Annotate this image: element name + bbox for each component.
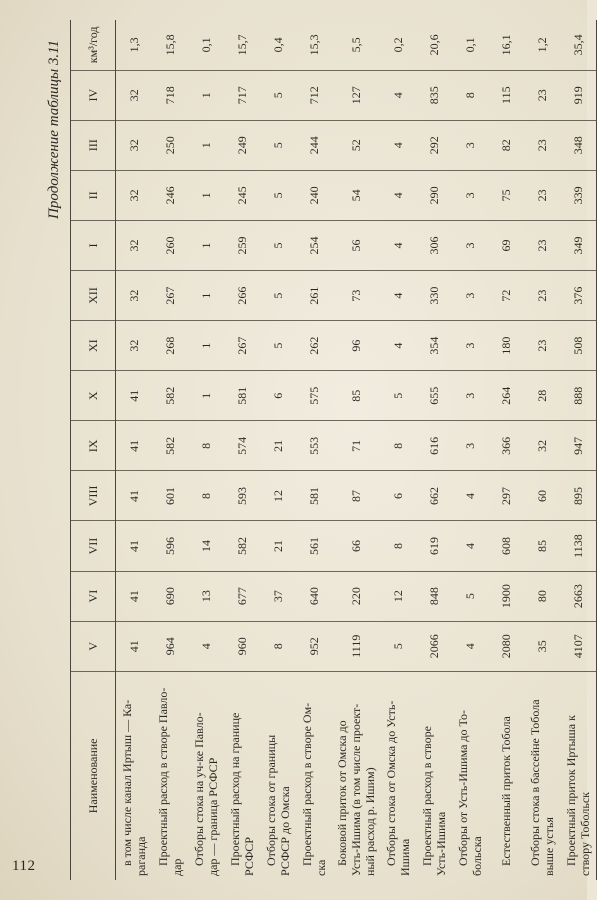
value-cell: 249	[224, 120, 260, 170]
table-row	[152, 20, 188, 880]
value-cell: 640	[296, 571, 332, 621]
row-name-cell	[332, 671, 380, 880]
table-row	[524, 20, 560, 880]
row-name-line: Отборы стока от границы	[264, 734, 278, 866]
value-cell: 260	[152, 220, 188, 270]
value-cell: 12	[260, 471, 296, 521]
table-row	[188, 20, 224, 880]
table-row	[452, 20, 488, 880]
value-cell: 1138	[560, 521, 597, 571]
value-cell: 690	[152, 571, 188, 621]
value-cell: 4	[380, 70, 416, 120]
value-cell: 13	[188, 571, 224, 621]
table-body	[116, 20, 597, 880]
value-cell: 508	[560, 321, 597, 371]
value-cell: 1	[188, 220, 224, 270]
column-header: км³/год	[71, 20, 116, 70]
row-name-line: Естественный приток Тобола	[499, 716, 513, 866]
value-cell: 267	[224, 321, 260, 371]
value-cell: 354	[416, 321, 452, 371]
value-cell: 330	[416, 271, 452, 321]
value-cell: 5	[452, 571, 488, 621]
value-cell: 888	[560, 371, 597, 421]
row-name-line: Проектный расход в створе Ом-	[300, 702, 314, 866]
value-cell: 1119	[332, 621, 380, 671]
value-cell: 1	[188, 170, 224, 220]
value-cell: 15,7	[224, 20, 260, 70]
value-cell: 608	[488, 521, 524, 571]
value-cell: 960	[224, 621, 260, 671]
value-cell: 2080	[488, 621, 524, 671]
value-cell: 264	[488, 371, 524, 421]
value-cell: 619	[416, 521, 452, 571]
value-cell: 3	[452, 220, 488, 270]
row-name-line: больска	[470, 836, 484, 876]
value-cell: 5	[260, 321, 296, 371]
value-cell: 0,1	[188, 20, 224, 70]
value-cell: 3	[452, 170, 488, 220]
value-cell: 23	[524, 170, 560, 220]
row-name-line: в том числе канал Иртыш — Ка-	[120, 699, 134, 866]
value-cell: 0,2	[380, 20, 416, 70]
value-cell: 20,6	[416, 20, 452, 70]
row-name-line: дар	[170, 858, 184, 876]
column-header-name: Наименование	[71, 671, 116, 880]
value-cell: 75	[488, 170, 524, 220]
value-cell: 662	[416, 471, 452, 521]
column-header: VIII	[71, 471, 116, 521]
value-cell: 835	[416, 70, 452, 120]
table-row	[416, 20, 452, 880]
value-cell: 15,8	[152, 20, 188, 70]
row-name-line: Проектный расход в створе	[420, 726, 434, 866]
value-cell: 8	[380, 521, 416, 571]
value-cell: 56	[332, 220, 380, 270]
value-cell: 244	[296, 120, 332, 170]
value-cell: 4	[452, 471, 488, 521]
value-cell: 582	[224, 521, 260, 571]
value-cell: 245	[224, 170, 260, 220]
value-cell: 348	[560, 120, 597, 170]
value-cell: 8	[188, 471, 224, 521]
value-cell: 240	[296, 170, 332, 220]
value-cell: 2066	[416, 621, 452, 671]
value-cell: 54	[332, 170, 380, 220]
value-cell: 306	[416, 220, 452, 270]
column-header: XI	[71, 321, 116, 371]
row-name-line: Усть-Ишима	[434, 811, 448, 876]
value-cell: 895	[560, 471, 597, 521]
value-cell: 0,1	[452, 20, 488, 70]
value-cell: 1900	[488, 571, 524, 621]
value-cell: 5	[260, 70, 296, 120]
value-cell: 292	[416, 120, 452, 170]
value-cell: 3	[452, 321, 488, 371]
value-cell: 964	[152, 621, 188, 671]
table-row	[116, 20, 153, 880]
value-cell: 677	[224, 571, 260, 621]
value-cell: 6	[380, 471, 416, 521]
value-cell: 0,4	[260, 20, 296, 70]
value-cell: 8	[380, 421, 416, 471]
value-cell: 3	[452, 271, 488, 321]
value-cell: 718	[152, 70, 188, 120]
column-header: II	[71, 170, 116, 220]
row-name-cell	[560, 671, 597, 880]
value-cell: 23	[524, 321, 560, 371]
value-cell: 261	[296, 271, 332, 321]
row-name-cell	[224, 671, 260, 880]
value-cell: 601	[152, 471, 188, 521]
value-cell: 8	[260, 621, 296, 671]
value-cell: 349	[560, 220, 597, 270]
table-row	[224, 20, 260, 880]
value-cell: 582	[152, 421, 188, 471]
column-header: III	[71, 120, 116, 170]
value-cell: 268	[152, 321, 188, 371]
value-cell: 15,3	[296, 20, 332, 70]
table-row	[332, 20, 380, 880]
value-cell: 220	[332, 571, 380, 621]
row-name-line: ный расход р. Ишим)	[363, 767, 377, 876]
value-cell: 339	[560, 170, 597, 220]
row-name-line: Проектный приток Иртыша к	[564, 715, 578, 866]
value-cell: 28	[524, 371, 560, 421]
value-cell: 32	[116, 271, 153, 321]
value-cell: 4	[380, 120, 416, 170]
value-cell: 41	[116, 621, 153, 671]
value-cell: 3	[452, 421, 488, 471]
table-row	[296, 20, 332, 880]
value-cell: 290	[416, 170, 452, 220]
value-cell: 35,4	[560, 20, 597, 70]
value-cell: 582	[152, 371, 188, 421]
value-cell: 259	[224, 220, 260, 270]
row-name-line: раганда	[134, 836, 148, 876]
row-name-line: РСФСР до Омска	[278, 786, 292, 876]
value-cell: 919	[560, 70, 597, 120]
row-name-cell	[296, 671, 332, 880]
value-cell: 1,2	[524, 20, 560, 70]
value-cell: 717	[224, 70, 260, 120]
row-name-line: Проектный расход в створе Павло-	[156, 687, 170, 866]
flow-table	[70, 20, 597, 880]
value-cell: 21	[260, 521, 296, 571]
value-cell: 4	[380, 271, 416, 321]
row-name-line: створу Тобольск	[578, 792, 592, 876]
value-cell: 1	[188, 371, 224, 421]
value-cell: 82	[488, 120, 524, 170]
value-cell: 32	[116, 220, 153, 270]
value-cell: 37	[260, 571, 296, 621]
value-cell: 87	[332, 471, 380, 521]
value-cell: 69	[488, 220, 524, 270]
value-cell: 71	[332, 421, 380, 471]
value-cell: 1	[188, 70, 224, 120]
value-cell: 5	[260, 271, 296, 321]
value-cell: 73	[332, 271, 380, 321]
value-cell: 4	[380, 220, 416, 270]
value-cell: 23	[524, 120, 560, 170]
column-header: VI	[71, 571, 116, 621]
value-cell: 41	[116, 371, 153, 421]
value-cell: 85	[332, 371, 380, 421]
value-cell: 5	[380, 371, 416, 421]
column-header: VII	[71, 521, 116, 571]
value-cell: 575	[296, 371, 332, 421]
value-cell: 581	[224, 371, 260, 421]
rotated-table-frame	[40, 20, 592, 880]
value-cell: 246	[152, 170, 188, 220]
row-name-cell	[188, 671, 224, 880]
value-cell: 581	[296, 471, 332, 521]
value-cell: 5	[260, 170, 296, 220]
row-name-cell	[416, 671, 452, 880]
value-cell: 553	[296, 421, 332, 471]
value-cell: 32	[116, 321, 153, 371]
column-header: XII	[71, 271, 116, 321]
value-cell: 4	[188, 621, 224, 671]
table-row	[260, 20, 296, 880]
value-cell: 8	[452, 70, 488, 120]
value-cell: 16,1	[488, 20, 524, 70]
row-name-cell	[152, 671, 188, 880]
row-name-cell	[524, 671, 560, 880]
value-cell: 5,5	[332, 20, 380, 70]
value-cell: 5	[380, 621, 416, 671]
value-cell: 41	[116, 471, 153, 521]
value-cell: 3	[452, 120, 488, 170]
value-cell: 32	[116, 70, 153, 120]
row-name-line: Отборы стока от Омска до Усть-	[384, 700, 398, 866]
row-name-line: Усть-Ишима (в том числе проект-	[349, 703, 363, 876]
value-cell: 848	[416, 571, 452, 621]
value-cell: 4107	[560, 621, 597, 671]
value-cell: 1	[188, 271, 224, 321]
value-cell: 4	[452, 621, 488, 671]
row-name-line: Отборы стока на уч-ке Павло-	[192, 712, 206, 866]
column-header: V	[71, 621, 116, 671]
value-cell: 23	[524, 220, 560, 270]
value-cell: 23	[524, 271, 560, 321]
value-cell: 66	[332, 521, 380, 571]
value-cell: 41	[116, 421, 153, 471]
value-cell: 115	[488, 70, 524, 120]
value-cell: 4	[380, 321, 416, 371]
row-name-line: Отборы стока в бассейне Тобола	[528, 699, 542, 866]
value-cell: 267	[152, 271, 188, 321]
row-name-cell	[116, 671, 153, 880]
value-cell: 41	[116, 571, 153, 621]
table-caption: Продолжение таблицы 3.11	[46, 40, 62, 219]
value-cell: 593	[224, 471, 260, 521]
value-cell: 21	[260, 421, 296, 471]
value-cell: 254	[296, 220, 332, 270]
value-cell: 297	[488, 471, 524, 521]
value-cell: 1	[188, 321, 224, 371]
row-name-line: выше устья	[542, 817, 556, 876]
row-name-line: Отборы от Усть-Ишима до То-	[456, 710, 470, 866]
column-header: I	[71, 220, 116, 270]
value-cell: 5	[260, 120, 296, 170]
table-row	[560, 20, 597, 880]
row-name-line: дар — граница РСФСР	[206, 757, 220, 876]
row-name-line: Ишима	[398, 838, 412, 876]
value-cell: 596	[152, 521, 188, 571]
column-header: IV	[71, 70, 116, 120]
value-cell: 72	[488, 271, 524, 321]
value-cell: 1	[188, 120, 224, 170]
row-name-line: РСФСР	[242, 837, 256, 876]
page-number: 112	[12, 858, 36, 874]
value-cell: 180	[488, 321, 524, 371]
value-cell: 12	[380, 571, 416, 621]
value-cell: 80	[524, 571, 560, 621]
value-cell: 561	[296, 521, 332, 571]
value-cell: 35	[524, 621, 560, 671]
value-cell: 376	[560, 271, 597, 321]
value-cell: 574	[224, 421, 260, 471]
value-cell: 41	[116, 521, 153, 571]
value-cell: 3	[452, 371, 488, 421]
value-cell: 60	[524, 471, 560, 521]
column-header: X	[71, 371, 116, 421]
value-cell: 5	[260, 220, 296, 270]
value-cell: 262	[296, 321, 332, 371]
value-cell: 85	[524, 521, 560, 571]
row-name-cell	[260, 671, 296, 880]
row-name-line: Проектный расход на границе	[228, 712, 242, 866]
value-cell: 96	[332, 321, 380, 371]
value-cell: 4	[452, 521, 488, 571]
value-cell: 52	[332, 120, 380, 170]
value-cell: 6	[260, 371, 296, 421]
value-cell: 947	[560, 421, 597, 471]
value-cell: 1,3	[116, 20, 153, 70]
row-name-line: Боковой приток от Омска до	[335, 720, 349, 866]
row-name-line: ска	[314, 859, 328, 876]
value-cell: 4	[380, 170, 416, 220]
value-cell: 127	[332, 70, 380, 120]
value-cell: 366	[488, 421, 524, 471]
value-cell: 250	[152, 120, 188, 170]
value-cell: 32	[116, 170, 153, 220]
table-header-row	[71, 20, 116, 880]
value-cell: 32	[116, 120, 153, 170]
value-cell: 32	[524, 421, 560, 471]
value-cell: 712	[296, 70, 332, 120]
column-header: IX	[71, 421, 116, 471]
row-name-cell	[488, 671, 524, 880]
value-cell: 952	[296, 621, 332, 671]
table-row	[380, 20, 416, 880]
value-cell: 23	[524, 70, 560, 120]
value-cell: 2663	[560, 571, 597, 621]
value-cell: 655	[416, 371, 452, 421]
value-cell: 8	[188, 421, 224, 471]
row-name-cell	[380, 671, 416, 880]
value-cell: 616	[416, 421, 452, 471]
table-row	[488, 20, 524, 880]
value-cell: 14	[188, 521, 224, 571]
row-name-cell	[452, 671, 488, 880]
value-cell: 266	[224, 271, 260, 321]
